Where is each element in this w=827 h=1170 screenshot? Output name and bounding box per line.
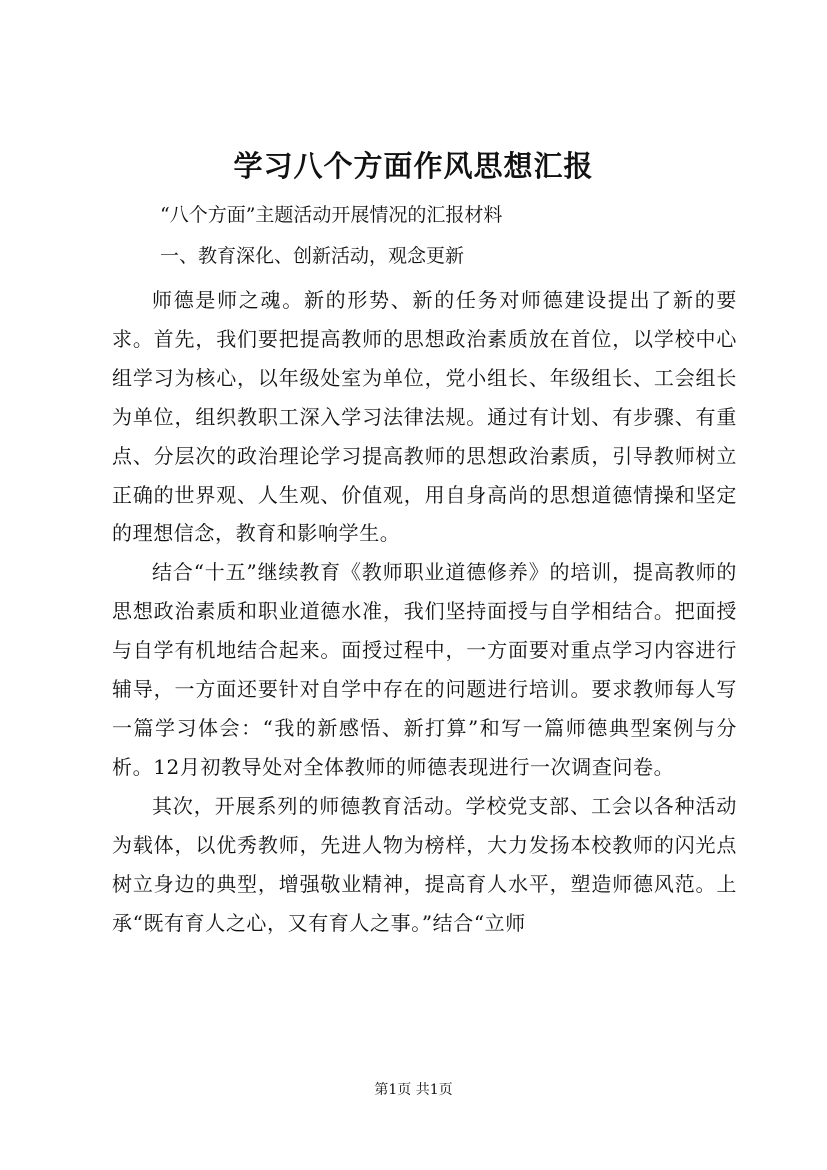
page-footer: 第1页 共1页 [374,1082,453,1098]
document-subtitle: “八个方面”主题活动开展情况的汇报材料 [160,204,503,226]
section-heading: 一、教育深化、创新活动，观念更新 [160,245,465,267]
paragraph: 师德是师之魂。新的形势、新的任务对师德建设提出了新的要求。首先，我们要把提高教师的思想政治素质放在首位，以学校中心组学习为核心，以年级处室为单位，党小组长、年级组长、工会组长为单位，组织教职工深入学习法律法规。通过有计划、有步骤、有重点、分层次的政治理论学习提高教师的思想政治素质，引导教师树立正确的世界观、人生观、价值观，用自身高尚的思想道德情操和坚定的理想信念，教育和影响学生。 [112,288,737,546]
document-body [112,281,737,942]
paragraph: 结合“十五”继续教育《教师职业道德修养》的培训，提高教师的思想政治素质和职业道德水准，我们坚持面授与自学相结合。把面授与自学有机地结合起来。面授过程中，一方面要对重点学习内容进行辅导，一方面还要针对自学中存在的问题进行培训。要求教师每人写一篇学习体会：“我的新感悟、新打算”和写一篇师德典型案例与分析。12月初教导处对全体教师的师德表现进行一次调查问卷。 [112,560,737,779]
document-title: 学习八个方面作风思想汇报 [233,149,594,183]
paragraph: 其次，开展系列的师德教育活动。学校党支部、工会以各种活动为载体，以优秀教师，先进人物为榜样，大力发扬本校教师的闪光点树立身边的典型，增强敬业精神，提高育人水平，塑造师德风范。上承“既有育人之心，又有育人之事。”结合“立师 [112,793,737,935]
